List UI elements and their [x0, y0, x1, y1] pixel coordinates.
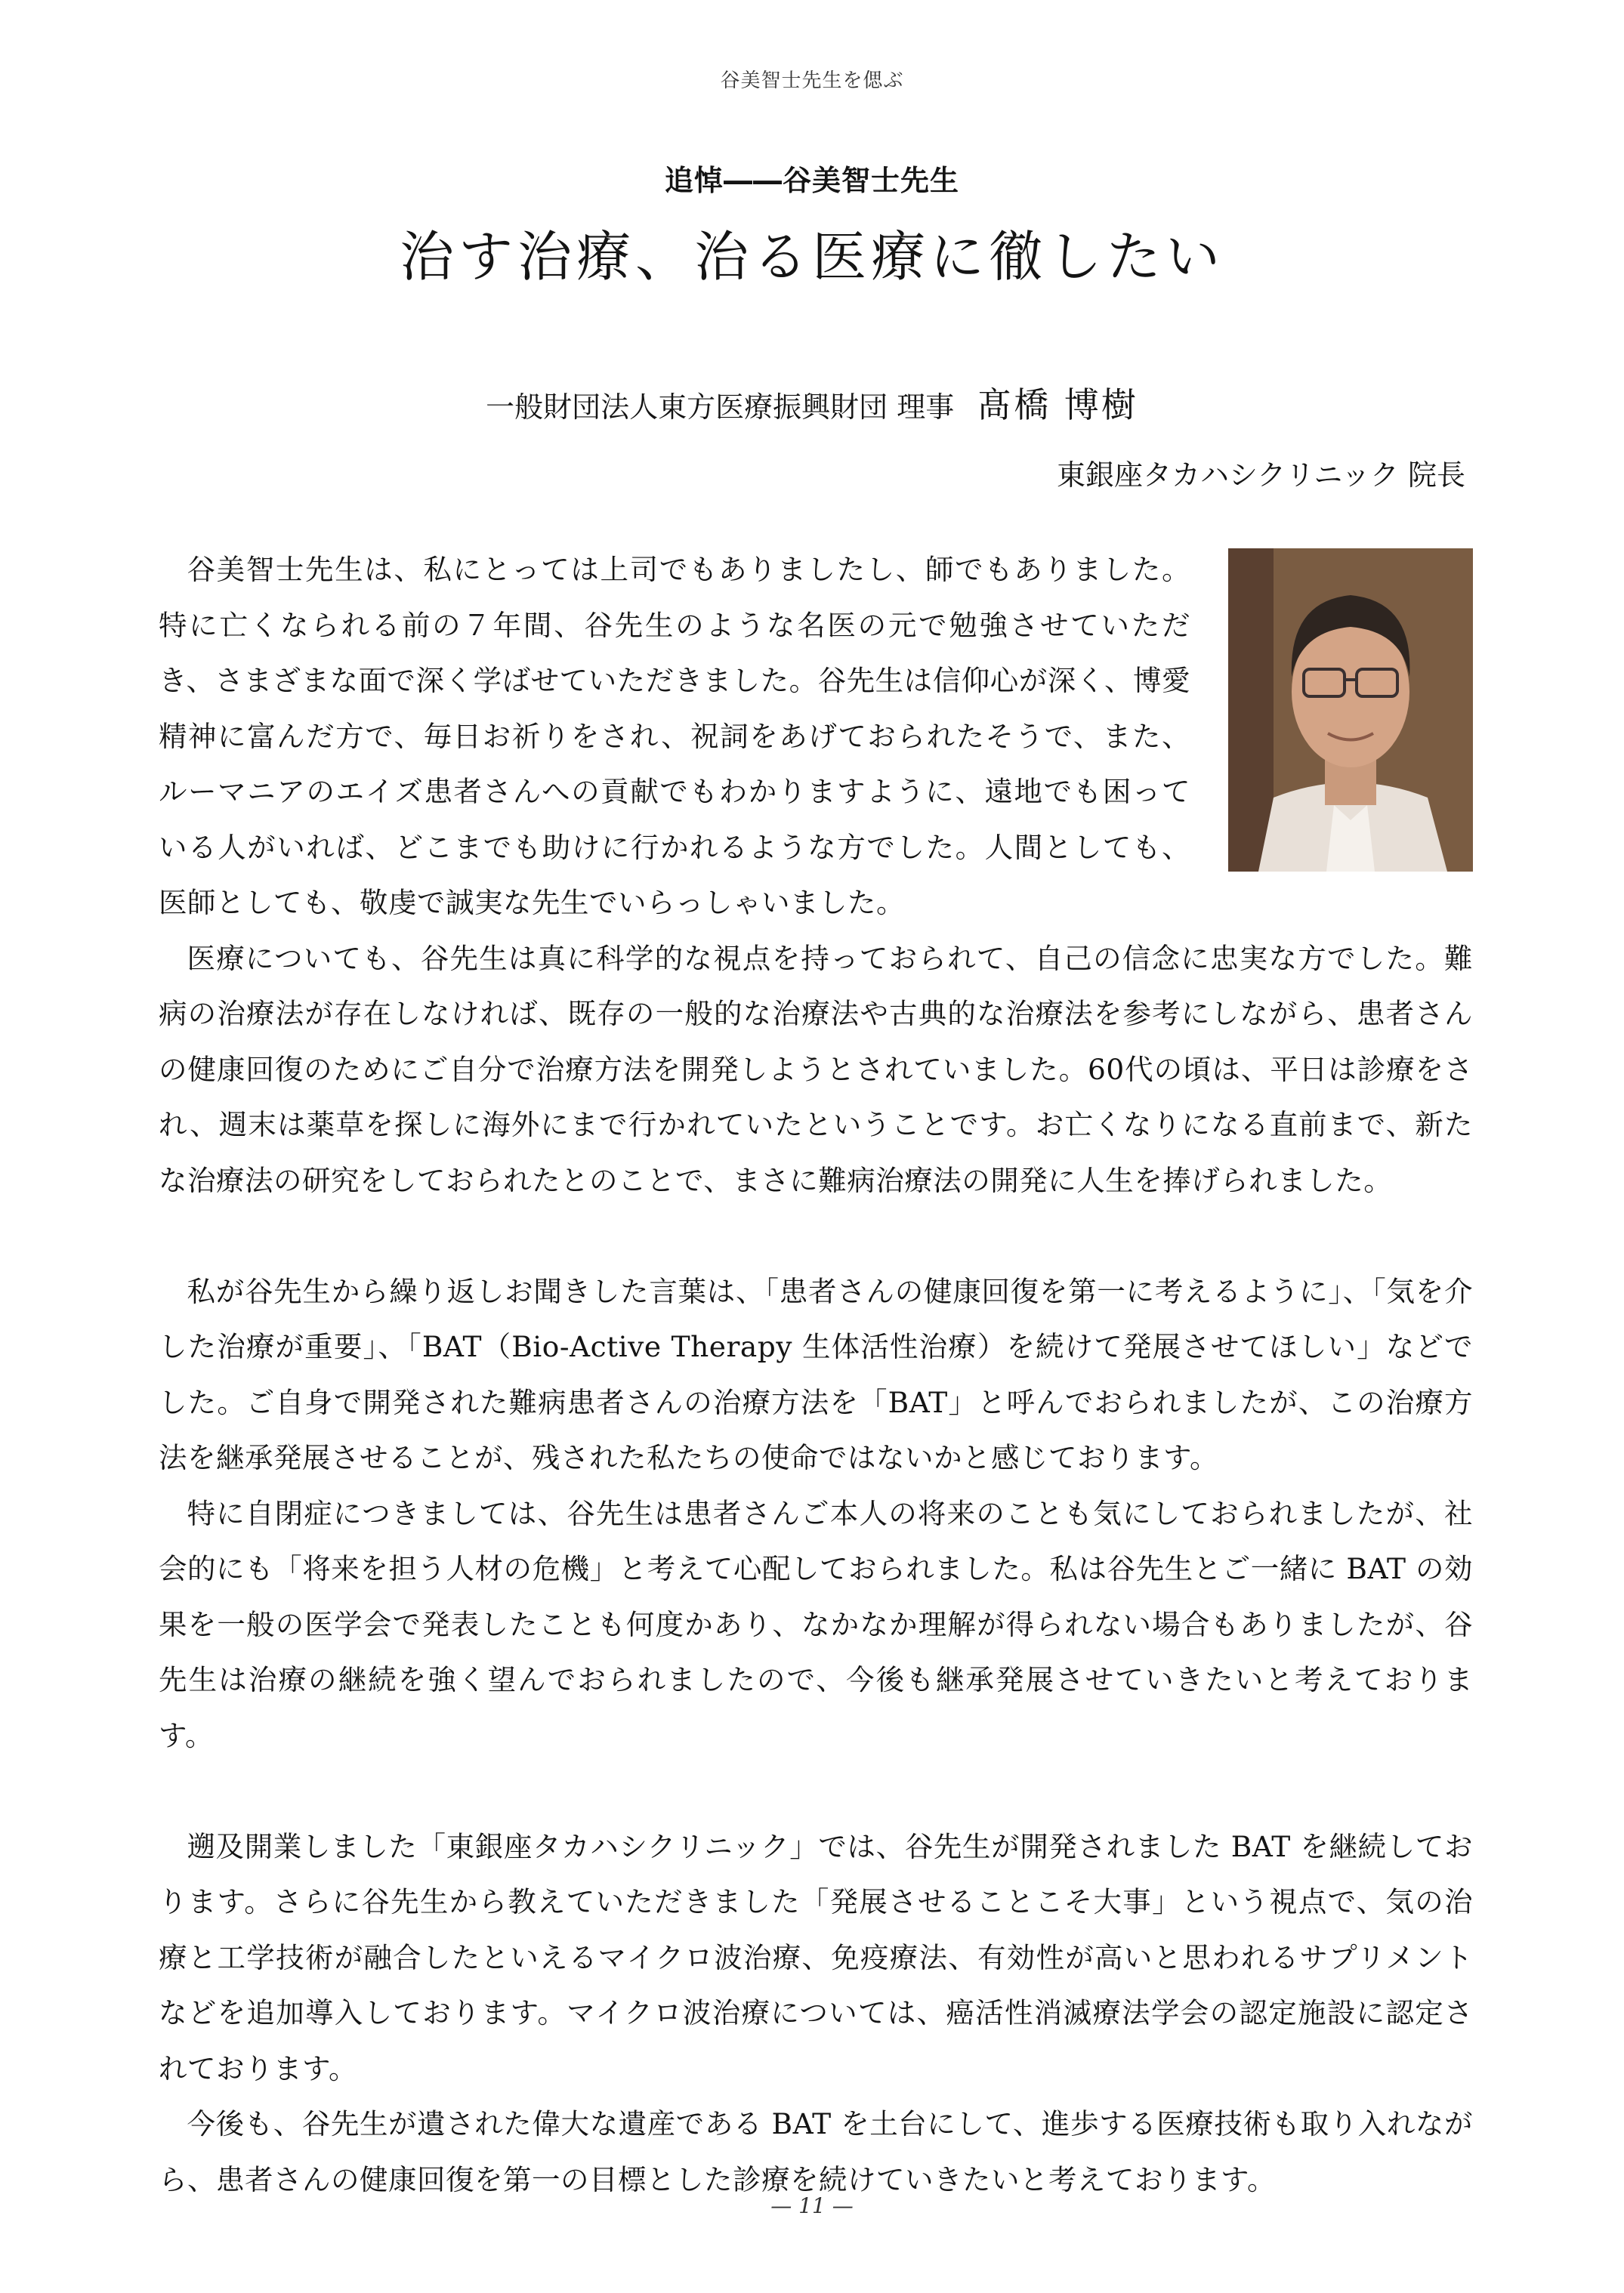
article-body [159, 542, 1473, 2208]
paragraph-6: 今後も、谷先生が遺された偉大な遺産である BAT を土台にして、進歩する医療技術も取り入れながら、患者さんの健康回復を第一の目標とした診療を続けていきたいと考えております。 [159, 2107, 1473, 2196]
paragraph-3: 私が谷先生から繰り返しお聞きした言葉は、「患者さんの健康回復を第一に考えるように」、「気を介した治療が重要」、「BAT（Bio-Active Therapy 生体活性治療）を続けて発展させてほしい」などでした。ご自身で開発された難病患者さんの治療方法を「BAT」と呼んでおられましたが、この治療方法を継承発展させることが、残された私たちの使命ではないかと感じております。 [159, 1274, 1473, 1474]
article-title: 治す治療、治る医療に徹したい [399, 225, 1224, 289]
author-name: 髙橋 博樹 [977, 384, 1138, 425]
paragraph-gap [159, 1764, 1473, 1819]
photo-wrap-space [1190, 542, 1473, 875]
paragraph-2: 医療についても、谷先生は真に科学的な視点を持っておられて、自己の信念に忠実な方でした。難病の治療法が存在しなければ、既存の一般的な治療法や古典的な治療法を参考にしながら、患者さんの健康回復のためにご自分で治療方法を開発しようとされていました。60代の頃は、平日は診療をされ、週末は薬草を探しに海外にまで行かれていたということです。お亡くなりになる直前まで、新たな治療法の研究をしておられたとのことで、まさに難病治療法の開発に人生を捧げられました。 [159, 941, 1473, 1197]
author-affiliation: 東銀座タカハシクリニック 院長 [1056, 458, 1465, 492]
paragraph-gap [159, 1208, 1473, 1264]
paragraph-5: 遡及開業しました「東銀座タカハシクリニック」では、谷先生が開発されました BAT を継続しております。さらに谷先生から教えていただきました「発展させることこそ大事」という視点で、気の治療と工学技術が融合したといえるマイクロ波治療、免疫療法、有効性が高いと思われるサプリメントなどを追加導入しております。マイクロ波治療については、癌活性消滅療法学会の認定施設に認定されております。 [159, 1829, 1473, 2085]
paragraph-4: 特に自閉症につきましては、谷先生は患者さんご本人の将来のことも気にしておられましたが、社会的にも「将来を担う人材の危機」と考えて心配しておられました。私は谷先生とご一緒に BAT の効果を一般の医学会で発表したことも何度かあり、なかなか理解が得られない場合もありましたが、谷先生は治療の継続を強く望んでおられましたので、今後も継承発展させていきたいと考えております。 [159, 1496, 1473, 1752]
author-byline [0, 378, 1624, 427]
paragraph-1: 谷美智士先生は、私にとっては上司でもありましたし、師でもありました。特に亡くなられる前の７年間、谷先生のような名医の元で勉強させていただき、さまざまな面で深く学ばせていただきました。谷先生は信仰心が深く、博愛精神に富んだ方で、毎日お祈りをされ、祝詞をあげておられたそうで、また、ルーマニアのエイズ患者さんへの貢献でもわかりますように、遠地でも困っている人がいれば、どこまでも助けに行かれるような方でした。人間としても、医師としても、敬虔で誠実な先生でいらっしゃいました。 [159, 553, 1190, 919]
author-organization: 一般財団法人東方医療振興財団 理事 [486, 390, 955, 424]
running-header: 谷美智士先生を偲ぶ [720, 69, 904, 92]
page-number: — 11 — [770, 2193, 854, 2218]
article-kicker: 追悼――谷美智士先生 [664, 164, 959, 197]
